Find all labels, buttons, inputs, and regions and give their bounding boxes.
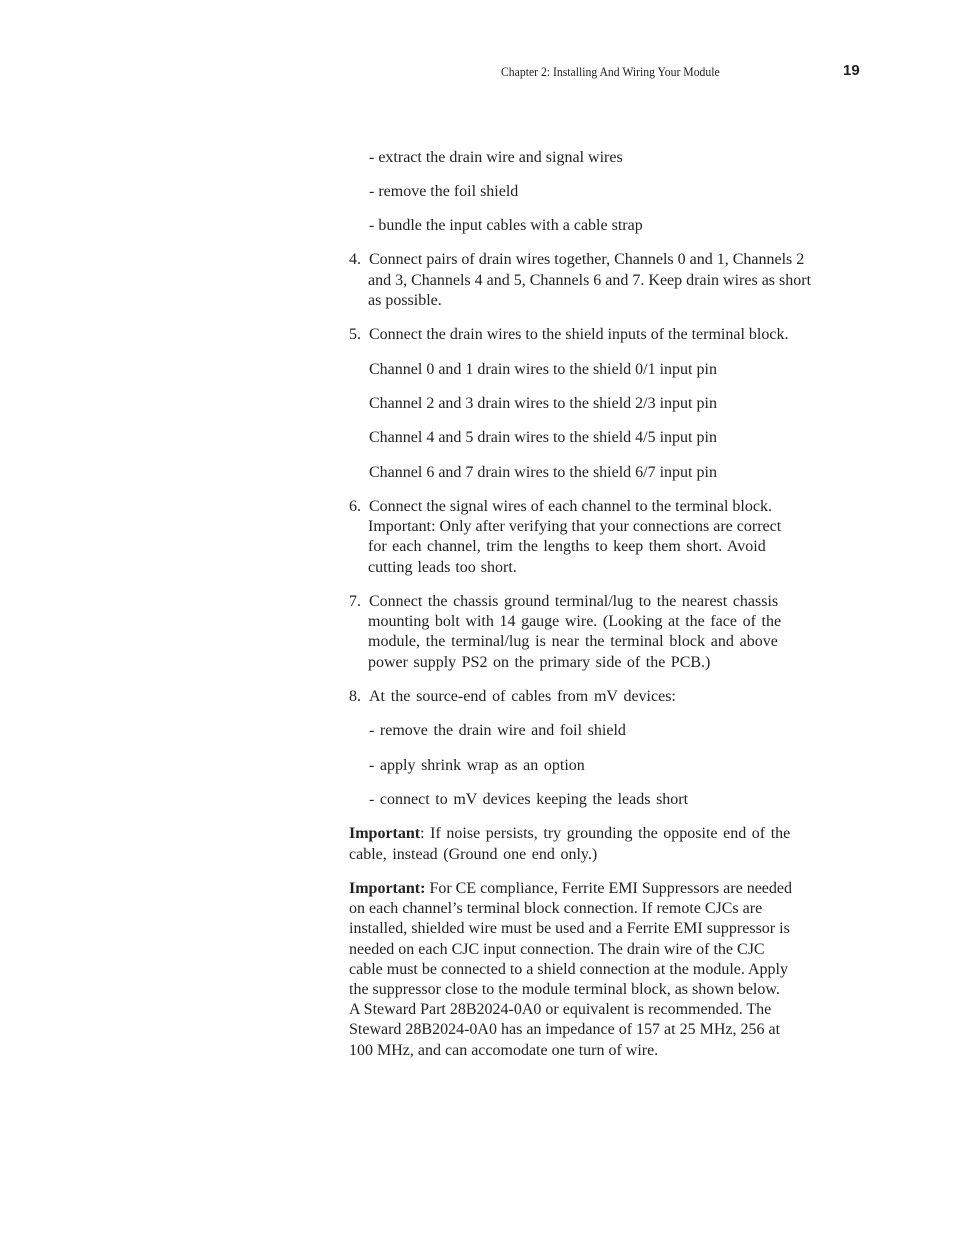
bullet-bundle: - bundle the input cables with a cable strap	[369, 217, 643, 234]
step-text: power supply PS2 on the primary side of the PCB.)	[368, 654, 711, 671]
step-text: Connect pairs of drain wires together, Channels 0 and 1, Channels 2	[369, 251, 805, 268]
bullet-shrink-wrap: - apply shrink wrap as an option	[369, 757, 585, 774]
step-number: 8.	[349, 688, 361, 705]
step-number: 4.	[349, 251, 361, 268]
step-text: mounting bolt with 14 gauge wire. (Looking at the face of the	[368, 613, 782, 630]
bullet-connect-mv: - connect to mV devices keeping the leads short	[369, 791, 689, 808]
bullet-extract: - extract the drain wire and signal wires	[369, 149, 623, 166]
important-text: For CE compliance, Ferrite EMI Suppressors are needed	[425, 880, 792, 897]
important-text: cable must be connected to a shield connection at the module. Apply	[349, 961, 788, 978]
step-text: cutting leads too short.	[368, 559, 517, 576]
important-label: Important:	[349, 880, 426, 897]
important-text: : If noise persists, try grounding the opposite end of the	[420, 825, 791, 842]
step-text: Connect the drain wires to the shield inputs of the terminal block.	[369, 326, 789, 343]
step-text: Important: Only after verifying that your connections are correct	[368, 518, 782, 535]
bullet-remove-drain: - remove the drain wire and foil shield	[369, 722, 626, 739]
step-text: for each channel, trim the lengths to keep them short. Avoid	[368, 538, 766, 555]
step-number: 6.	[349, 498, 361, 515]
important-text: needed on each CJC input connection. The drain wire of the CJC	[349, 941, 765, 958]
page-number: 19	[843, 62, 860, 79]
bullet-remove-foil: - remove the foil shield	[369, 183, 519, 200]
step-number: 7.	[349, 593, 361, 610]
channel-pair-line: Channel 4 and 5 drain wires to the shield 4/5 input pin	[369, 429, 717, 446]
important-text: 100 MHz, and can accomodate one turn of wire.	[349, 1042, 659, 1059]
channel-pair-line: Channel 0 and 1 drain wires to the shield 0/1 input pin	[369, 361, 717, 378]
step-text: as possible.	[368, 292, 442, 309]
channel-pair-line: Channel 6 and 7 drain wires to the shield 6/7 input pin	[369, 464, 717, 481]
important-text: A Steward Part 28B2024-0A0 or equivalent is recommended. The	[349, 1001, 772, 1018]
channel-pair-line: Channel 2 and 3 drain wires to the shield 2/3 input pin	[369, 395, 717, 412]
important-line	[349, 879, 860, 899]
important-text: installed, shielded wire must be used and a Ferrite EMI suppressor is	[349, 920, 790, 937]
important-text: cable, instead (Ground one end only.)	[349, 846, 598, 863]
important-text: Steward 28B2024-0A0 has an impedance of 157 at 25 MHz, 256 at	[349, 1021, 781, 1038]
step-text: Connect the chassis ground terminal/lug to the nearest chassis	[369, 593, 779, 610]
step-number: 5.	[349, 326, 361, 343]
important-line	[349, 824, 790, 844]
important-text: the suppressor close to the module terminal block, as shown below.	[349, 981, 780, 998]
step-text: At the source-end of cables from mV devices:	[369, 688, 676, 705]
step-text: Connect the signal wires of each channel to the terminal block.	[369, 498, 772, 515]
chapter-title: Chapter 2: Installing And Wiring Your Module	[501, 64, 720, 79]
step-text: and 3, Channels 4 and 5, Channels 6 and 7. Keep drain wires as short	[368, 272, 812, 289]
important-text: on each channel’s terminal block connection. If remote CJCs are	[349, 900, 763, 917]
important-label: Important	[349, 825, 421, 842]
step-text: module, the terminal/lug is near the terminal block and above	[368, 633, 778, 650]
